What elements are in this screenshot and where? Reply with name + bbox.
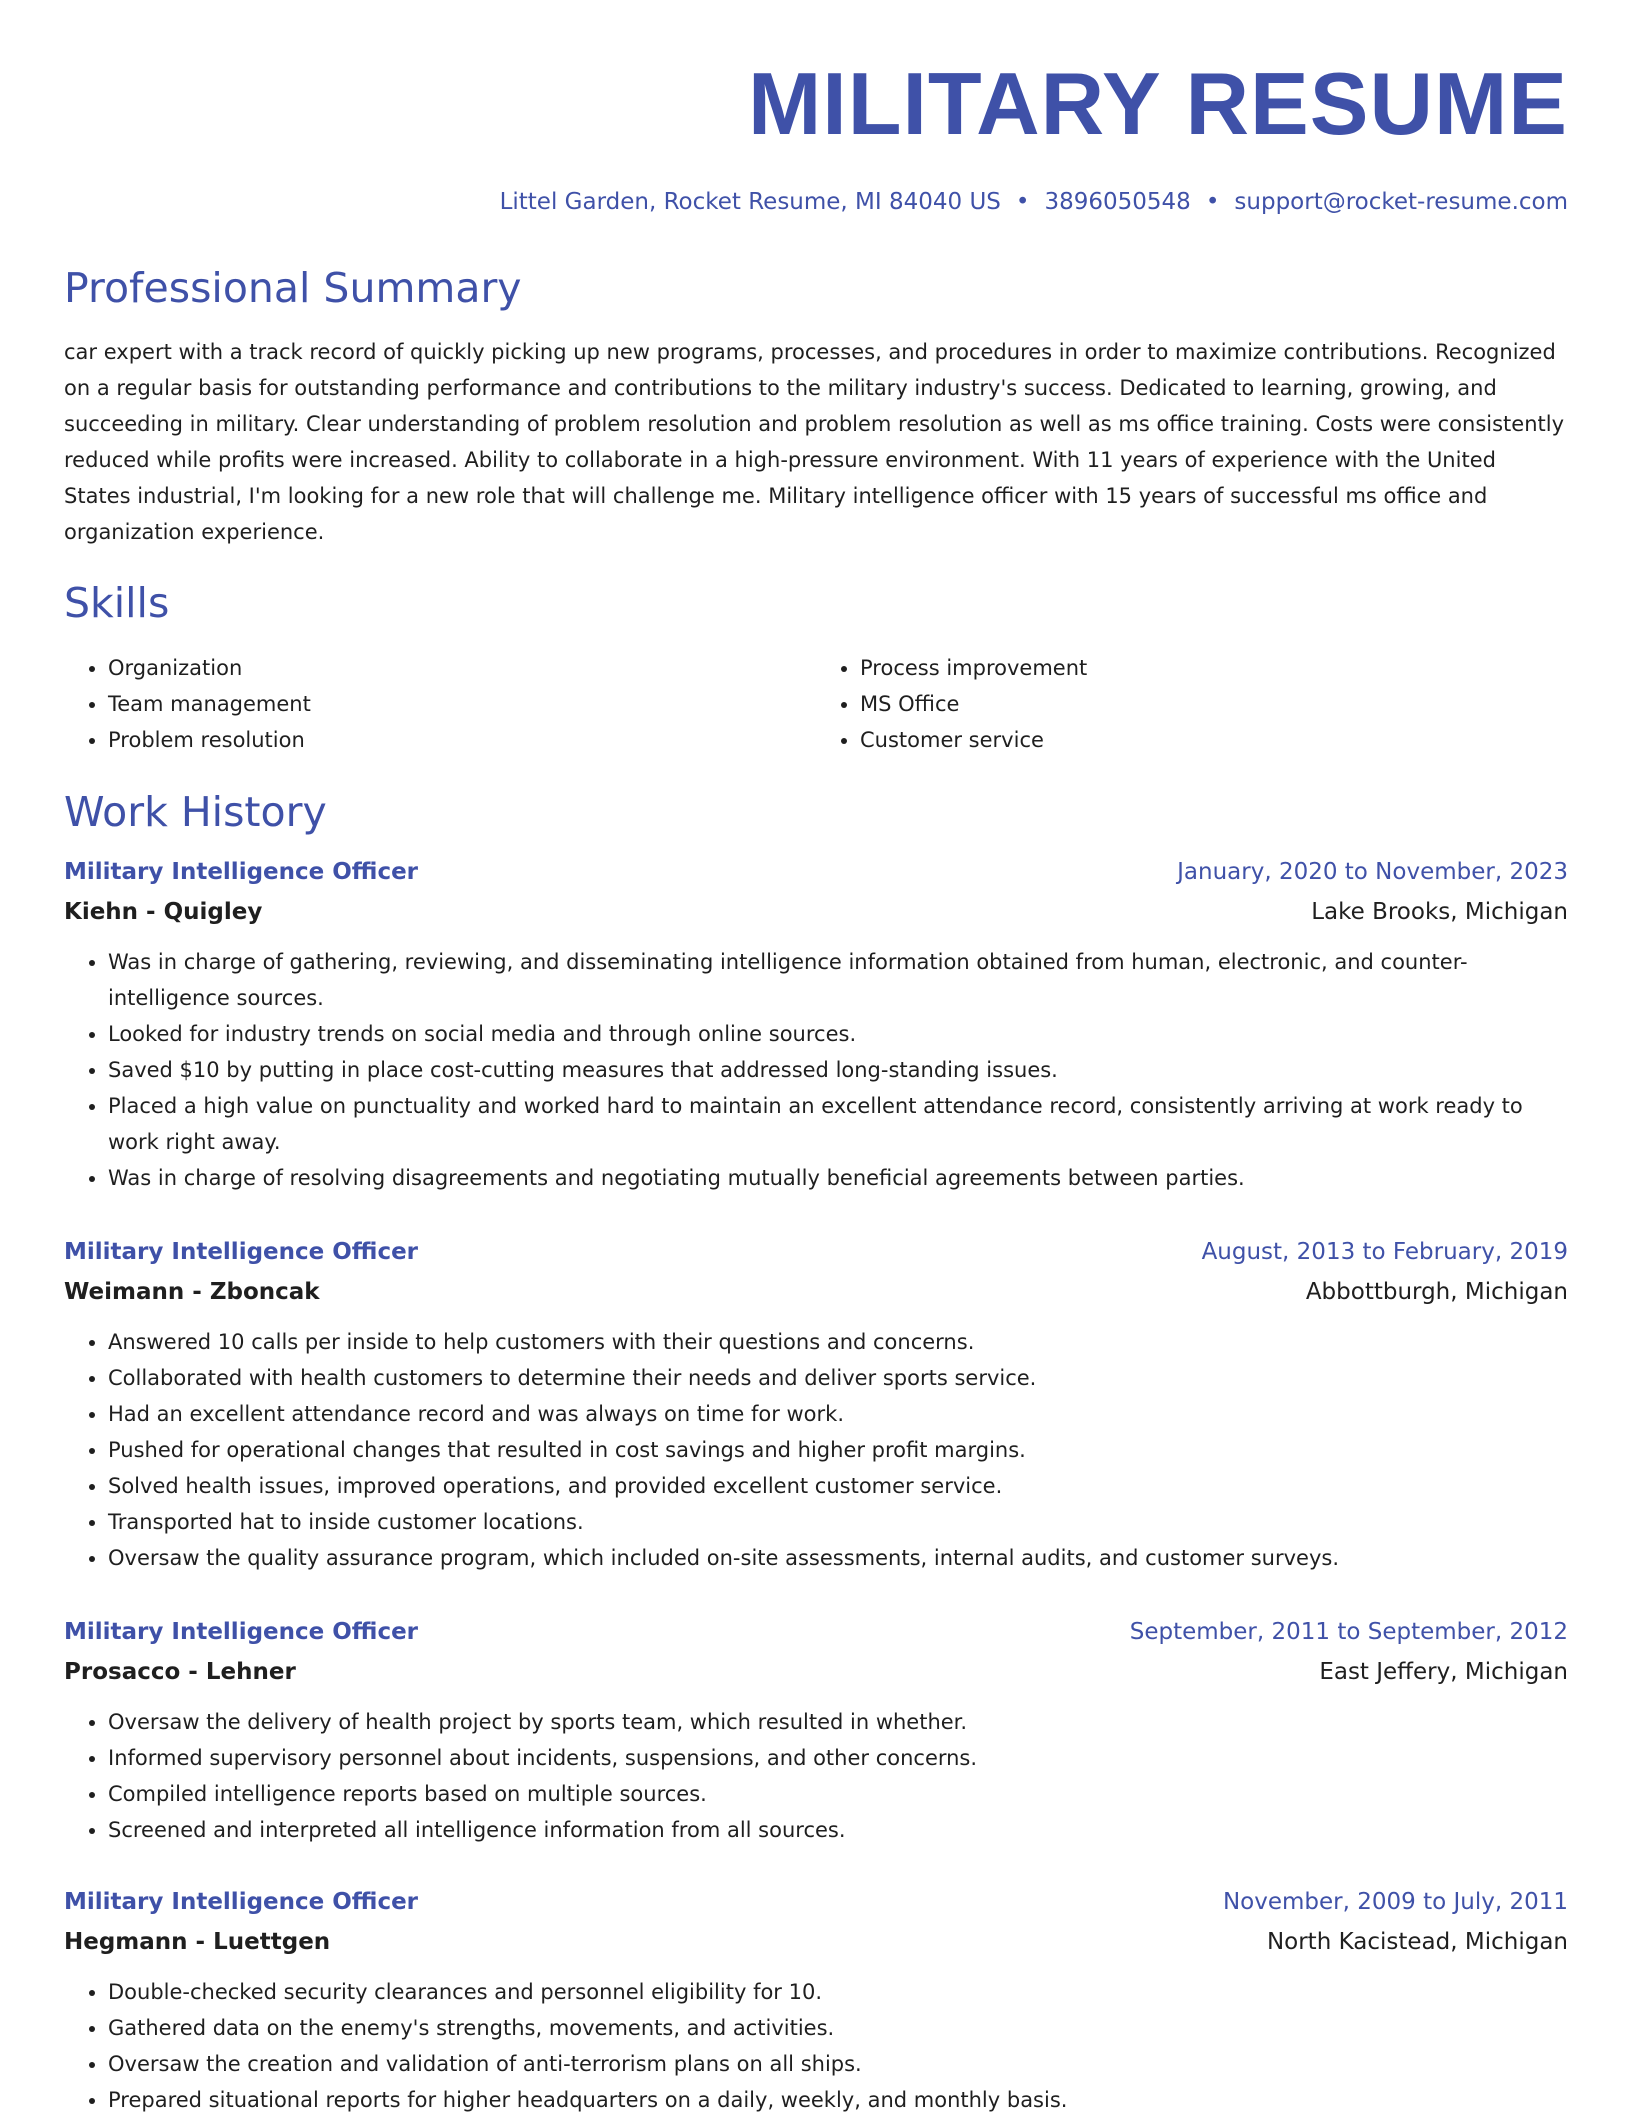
job-dates: November, 2009 to July, 2011 <box>1222 1889 1568 1915</box>
skills-column-right <box>816 650 1568 758</box>
job-dates: August, 2013 to February, 2019 <box>1201 1239 1568 1265</box>
job-title: Military Intelligence Officer <box>64 1619 419 1645</box>
list-item: • Double-checked security clearances and personnel eligibility for 10. <box>108 1974 1568 2010</box>
job-entry <box>64 852 1568 1196</box>
summary-text: car expert with a track record of quickly picking up new programs, processes, and procedures in order to maximize contributions. Recognized on a regular basis for outstanding performance and contributions to the military industry's success. Dedicated to learning, growing, and succeeding in military. Clear understanding of problem resolution and problem resolution as well as ms office training. Costs were consistently reduced while profits were increased. Ability to collaborate in a high-pressure environment. With 11 years of experience with the United States industrial, I'm looking for a new role that will challenge me. Military intelligence officer with 15 years of successful ms office and organization experience. <box>64 340 1565 544</box>
list-item: • Screened and interpreted all intelligence information from all sources. <box>108 1812 1568 1848</box>
job-company: Weimann - Zboncak <box>64 1279 320 1305</box>
skills-list <box>64 650 1568 758</box>
list-item: • Looked for industry trends on social media and through online sources. <box>108 1016 1568 1052</box>
job-dates: September, 2011 to September, 2012 <box>1129 1619 1568 1645</box>
job-entry <box>64 1612 1568 1848</box>
skill-item: • Process improvement <box>860 650 1568 686</box>
job-entry <box>64 1232 1568 1576</box>
skills-heading: Skills <box>64 579 170 627</box>
job-title: Military Intelligence Officer <box>64 1239 419 1265</box>
list-item: • Had an excellent attendance record and was always on time for work. <box>108 1396 1568 1432</box>
skill-item: • Problem resolution <box>108 722 816 758</box>
list-item: • Compiled intelligence reports based on multiple sources. <box>108 1776 1568 1812</box>
list-item: • Oversaw the quality assurance program, which included on-site assessments, internal audits, and customer surveys. <box>108 1540 1568 1576</box>
list-item: • Collaborated with health customers to determine their needs and deliver sports service. <box>108 1360 1568 1396</box>
list-item: • Saved $10 by putting in place cost-cutting measures that addressed long-standing issues. <box>108 1052 1568 1088</box>
skill-item: • Customer service <box>860 722 1568 758</box>
job-company: Kiehn - Quigley <box>64 899 263 925</box>
skill-item: • Organization <box>108 650 816 686</box>
list-item: • Oversaw the delivery of health project by sports team, which resulted in whether. <box>108 1704 1568 1740</box>
job-title: Military Intelligence Officer <box>64 859 419 885</box>
resume-title: MILITARY RESUME <box>747 54 1568 153</box>
job-location: Abbottburgh, Michigan <box>1305 1279 1568 1305</box>
job-bullets <box>64 944 1568 1196</box>
job-entry <box>64 1882 1568 2118</box>
job-location: Lake Brooks, Michigan <box>1311 899 1568 925</box>
contact-email: support@rocket-resume.com <box>1234 189 1568 215</box>
list-item: • Was in charge of gathering, reviewing, and disseminating intelligence information obtained from human, electronic, and counter-intelligence sources. <box>108 944 1568 1016</box>
job-bullets <box>64 1974 1568 2118</box>
list-item: • Informed supervisory personnel about incidents, suspensions, and other concerns. <box>108 1740 1568 1776</box>
job-company: Prosacco - Lehner <box>64 1659 296 1685</box>
list-item: • Solved health issues, improved operations, and provided excellent customer service. <box>108 1468 1568 1504</box>
job-location: North Kacistead, Michigan <box>1266 1929 1568 1955</box>
skill-item: • Team management <box>108 686 816 722</box>
job-bullets <box>64 1704 1568 1848</box>
list-item: • Pushed for operational changes that resulted in cost savings and higher profit margins. <box>108 1432 1568 1468</box>
job-company: Hegmann - Luettgen <box>64 1929 331 1955</box>
list-item: • Was in charge of resolving disagreements and negotiating mutually beneficial agreements between parties. <box>108 1160 1568 1196</box>
skills-column-left <box>64 650 816 758</box>
list-item: • Gathered data on the enemy's strengths, movements, and activities. <box>108 2010 1568 2046</box>
contact-phone: 3896050548 <box>1044 189 1191 215</box>
list-item: • Transported hat to inside customer locations. <box>108 1504 1568 1540</box>
skill-item: • MS Office <box>860 686 1568 722</box>
job-bullets <box>64 1324 1568 1576</box>
bullet-separator: • <box>1205 189 1220 215</box>
resume-page <box>64 0 1568 2112</box>
list-item: • Prepared situational reports for higher headquarters on a daily, weekly, and monthly basis. <box>108 2082 1568 2118</box>
work-history-heading: Work History <box>64 788 327 836</box>
list-item: • Placed a high value on punctuality and worked hard to maintain an excellent attendance record, consistently arriving at work ready to work right away. <box>108 1088 1568 1160</box>
contact-line <box>64 187 1568 217</box>
list-item: • Oversaw the creation and validation of anti-terrorism plans on all ships. <box>108 2046 1568 2082</box>
summary-heading: Professional Summary <box>64 264 522 312</box>
job-dates: January, 2020 to November, 2023 <box>1177 859 1568 885</box>
bullet-separator: • <box>1015 189 1030 215</box>
job-location: East Jeffery, Michigan <box>1319 1659 1568 1685</box>
job-title: Military Intelligence Officer <box>64 1889 419 1915</box>
contact-address: Littel Garden, Rocket Resume, MI 84040 US <box>499 189 1001 215</box>
list-item: • Answered 10 calls per inside to help customers with their questions and concerns. <box>108 1324 1568 1360</box>
